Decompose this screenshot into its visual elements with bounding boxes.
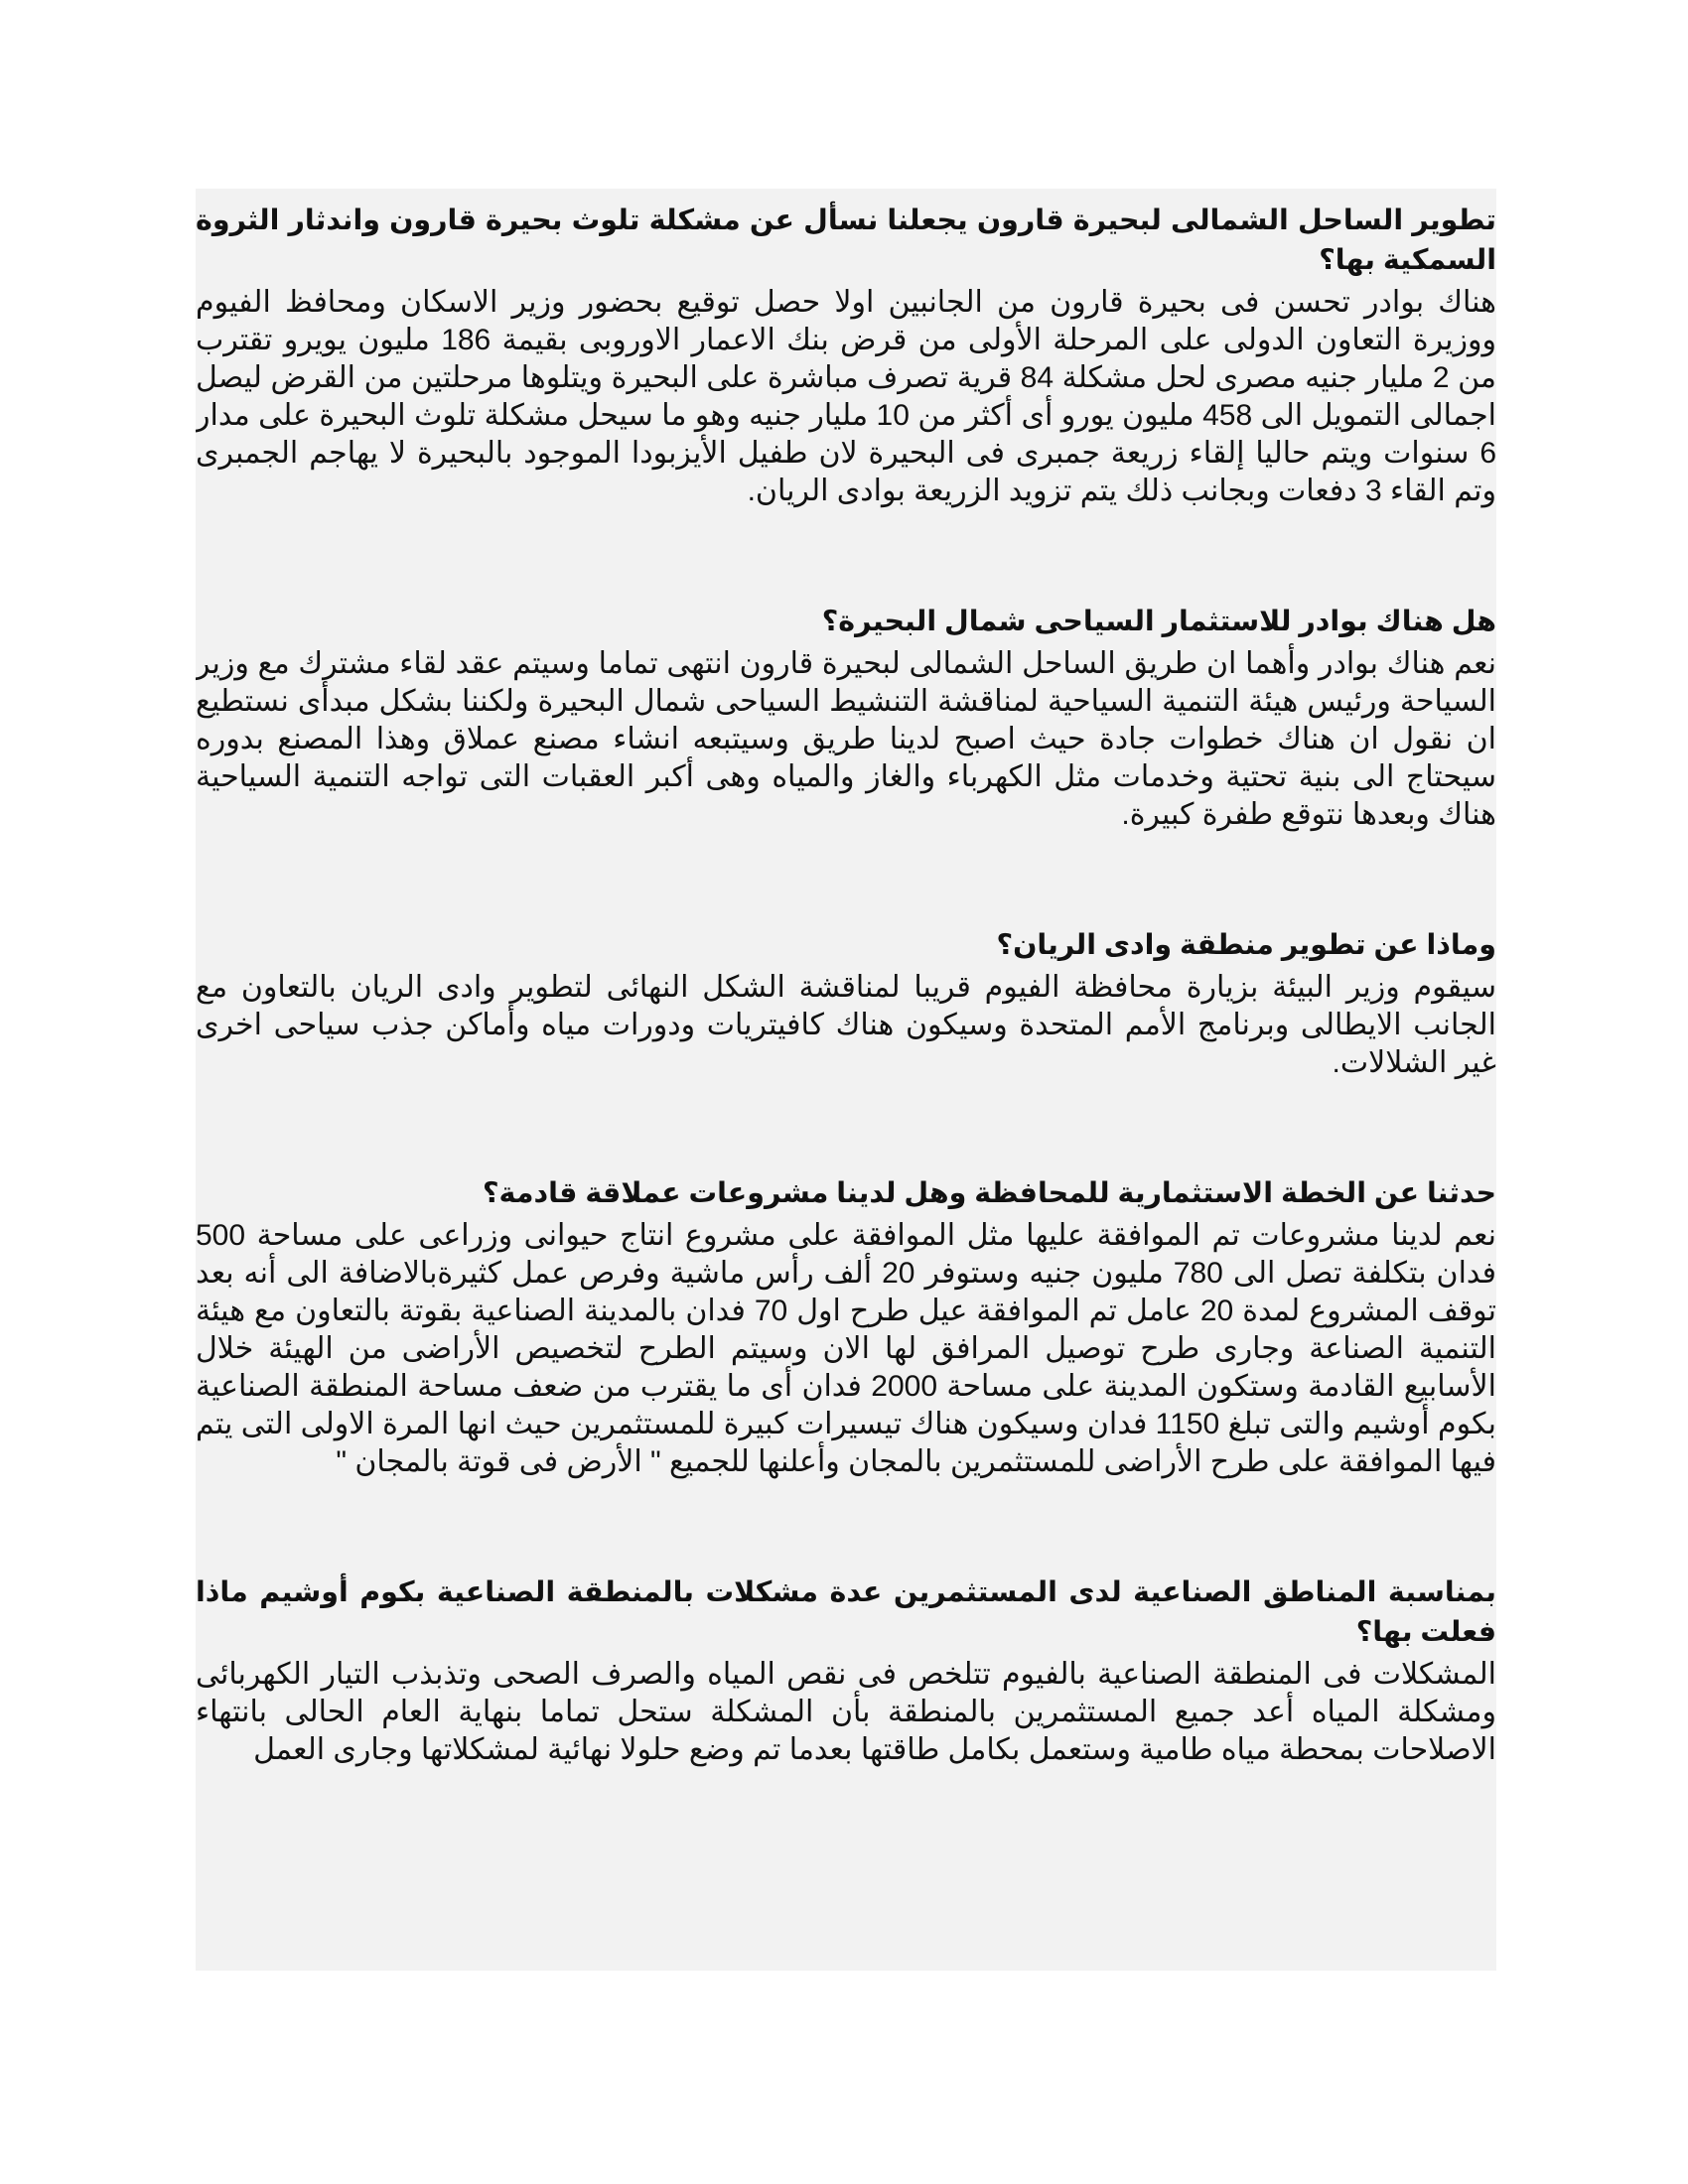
- qa-section-wadi-el-rayan: [196, 925, 1496, 1082]
- article-page: [196, 189, 1496, 1971]
- question-heading: حدثنا عن الخطة الاستثمارية للمحافظة وهل لدينا مشروعات عملاقة قادمة؟: [483, 1177, 1496, 1209]
- question-heading: وماذا عن تطوير منطقة وادى الريان؟: [996, 929, 1496, 961]
- qa-section-tourism-investment: [196, 602, 1496, 834]
- question-heading: تطوير الساحل الشمالى لبحيرة قارون يجعلنا نسأل عن مشكلة تلوث بحيرة قارون واندثار الثروة السمكية بها؟: [196, 205, 1496, 276]
- answer-paragraph: سيقوم وزير البيئة بزيارة محافظة الفيوم قريبا لمناقشة الشكل النهائى لتطوير وادى الريان بالتعاون مع الجانب الايطالى وبرنامج الأمم المتحدة وسيكون هناك كافيتريات ودورات مياه وأماكن جذب سياحى اخرى غير الشلالات.: [196, 971, 1496, 1079]
- answer-paragraph: هناك بوادر تحسن فى بحيرة قارون من الجانبين اولا حصل توقيع بحضور وزير الاسكان ومحافظ الفيوم ووزيرة التعاون الدولى على المرحلة الأولى من قرض بنك الاعمار الاوروبى بقيمة 186 مليون يويرو تقترب من 2 مليار جنيه مصرى لحل مشكلة 84 قرية تصرف مباشرة على البحيرة ويتلوها مرحلتين من القرض ليصل اجمالى التمويل الى 458 مليون يورو أى أكثر من 10 مليار جنيه وهو ما سيحل مشكلة تلوث البحيرة على مدار 6 سنوات ويتم حاليا إلقاء زريعة جمبرى فى البحيرة لان طفيل الأيزبودا الموجود بالبحيرة لا يهاجم الجمبرى وتم القاء 3 دفعات وبجانب ذلك يتم تزويد الزريعة بوادى الريان.: [196, 286, 1496, 507]
- question-heading: بمناسبة المناطق الصناعية لدى المستثمرين عدة مشكلات بالمنطقة الصناعية بكوم أوشيم ماذا فعلت بها؟: [196, 1576, 1496, 1648]
- qa-section-industrial-zone: [196, 1572, 1496, 1769]
- qa-section-investment-plan: [196, 1173, 1496, 1481]
- answer-paragraph: المشكلات فى المنطقة الصناعية بالفيوم تتلخص فى نقص المياه والصرف الصحى وتذبذب التيار الكهربائى ومشكلة المياه أعد جميع المستثمرين بالمنطقة بأن المشكلة ستحل تماما بنهاية العام الحالى بانتهاء الاصلاحات بمحطة مياه طامية وستعمل بكامل طاقتها بعدما تم وضع حلولا نهائية لمشكلاتها وجارى العمل: [196, 1658, 1496, 1766]
- qa-section-lake-qarun-pollution: [196, 201, 1496, 510]
- question-heading: هل هناك بوادر للاستثمار السياحى شمال البحيرة؟: [821, 606, 1496, 637]
- answer-paragraph: نعم هناك بوادر وأهما ان طريق الساحل الشمالى لبحيرة قارون انتهى تماما وسيتم عقد لقاء مشترك مع وزير السياحة ورئيس هيئة التنمية السياحية لمناقشة التنشيط السياحى شمال البحيرة ولكننا بشكل مبدأى نستطيع ان نقول ان هناك خطوات جادة حيث اصبح لدينا طريق وسيتبعه انشاء مصنع عملاق وهذا المصنع بدوره سيحتاج الى بنية تحتية وخدمات مثل الكهرباء والغاز والمياه وهى أكبر العقبات التى تواجه التنمية السياحية هناك وبعدها نتوقع طفرة كبيرة.: [196, 647, 1496, 831]
- answer-paragraph: نعم لدينا مشروعات تم الموافقة عليها مثل الموافقة على مشروع انتاج حيوانى وزراعى على مساحة 500 فدان بتكلفة تصل الى 780 مليون جنيه وستوفر 20 ألف رأس ماشية وفرص عمل كثيرةبالاضافة الى أنه بعد توقف المشروع لمدة 20 عامل تم الموافقة عيل طرح اول 70 فدان بالمدينة الصناعية بقوتة بالتعاون مع هيئة التنمية الصناعة وجارى طرح توصيل المرافق لها الان وسيتم الطرح لتخصيص الأراضى من الهيئة خلال الأسابيع القادمة وستكون المدينة على مساحة 2000 فدان أى ما يقترب من ضعف مساحة المنطقة الصناعية بكوم أوشيم والتى تبلغ 1150 فدان وسيكون هناك تيسيرات كبيرة للمستثمرين حيث انها المرة الاولى التى يتم فيها الموافقة على طرح الأراضى للمستثمرين بالمجان وأعلنها للجميع " الأرض فى قوتة بالمجان ": [196, 1219, 1496, 1478]
